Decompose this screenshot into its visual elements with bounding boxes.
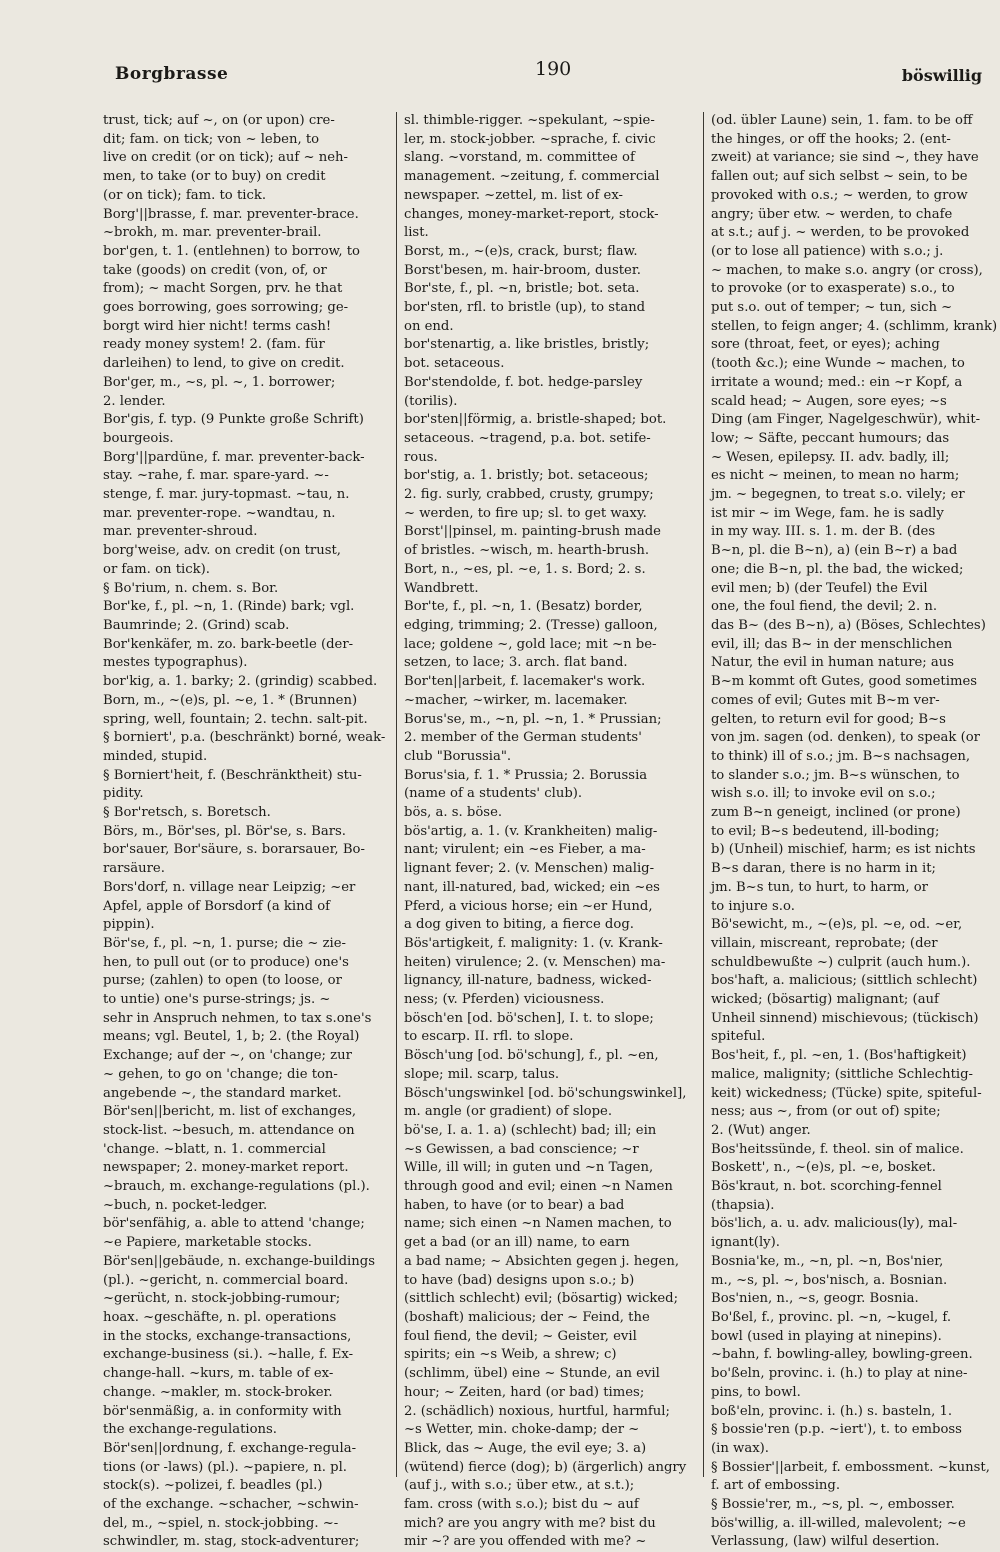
entry-line: § Borniert'heit, f. (Beschränktheit) stu- xyxy=(103,767,362,783)
entry-line: Boskett', n., ~(e)s, pl. ~e, bosket. xyxy=(711,1160,936,1176)
entry-line: das B~ (des B~n), a) (Böses, Schlechtes) xyxy=(711,617,986,633)
entry-line: Bör'sen||ordnung, f. exchange-regula- xyxy=(103,1440,357,1456)
entry-line: to provoke (or to exasperate) s.o., to xyxy=(711,281,955,297)
entry-line: rarsäure. xyxy=(103,861,165,877)
entry-line: lignancy, ill-nature, badness, wicked- xyxy=(404,973,652,989)
entry-line: from); ~ macht Sorgen, prv. he that xyxy=(103,281,343,297)
entry-line: spirits; ein ~s Weib, a shrew; c) xyxy=(404,1347,617,1363)
entry-line: 2. member of the German students' xyxy=(404,730,642,746)
entry-line: del, m., ~spiel, n. stock-jobbing. ~- xyxy=(103,1515,339,1531)
entry-line: in the stocks, exchange-transactions, xyxy=(103,1328,352,1344)
left-running-headword: Borgbrasse xyxy=(115,64,229,84)
entry-line: Borg'||brasse, f. mar. preventer-brace. xyxy=(103,206,359,222)
entry-line: bor'kig, a. 1. barky; 2. (grindig) scabbed. xyxy=(103,674,378,690)
entry-line: 2. (Wut) anger. xyxy=(711,1122,811,1138)
entry-line: newspaper. ~zettel, m. list of ex- xyxy=(404,187,624,203)
entry-line: ~brokh, m. mar. preventer-brail. xyxy=(103,225,322,241)
entry-line: nant; virulent; ein ~es Fieber, a ma- xyxy=(404,842,646,858)
entry-line: mich? are you angry with me? bist du xyxy=(404,1515,656,1531)
entry-line: Bor'ke, f., pl. ~n, 1. (Rinde) bark; vgl. xyxy=(103,599,355,615)
entry-line: (in wax). xyxy=(711,1440,769,1456)
entry-line: angebende ~, the standard market. xyxy=(103,1085,342,1101)
entry-line: 2. (schädlich) noxious, hurtful, harmful; xyxy=(404,1403,670,1419)
entry-line: bö'se, I. a. 1. a) (schlecht) bad; ill; ein xyxy=(404,1122,657,1138)
entry-line: to injure s.o. xyxy=(711,898,795,914)
entry-line: ~ gehen, to go on 'change; die ton- xyxy=(103,1066,338,1082)
entry-line: angry; über etw. ~ werden, to chafe xyxy=(711,206,953,222)
page-header xyxy=(115,58,982,94)
entry-line: bor'gen, t. 1. (entlehnen) to borrow, to xyxy=(103,243,360,259)
entry-line: to slander s.o.; jm. B~s wünschen, to xyxy=(711,767,960,783)
entry-line: Bör'sen||bericht, m. list of exchanges, xyxy=(103,1104,357,1120)
entry-line: stock-list. ~besuch, m. attendance on xyxy=(103,1122,355,1138)
entry-line: club "Borussia". xyxy=(404,748,512,764)
entry-line: (pl.). ~gericht, n. commercial board. xyxy=(103,1272,349,1288)
entry-line: lignant fever; 2. (v. Menschen) malig- xyxy=(404,861,655,877)
entry-line: on end. xyxy=(404,318,454,334)
entry-line: pippin). xyxy=(103,917,155,933)
entry-line: Bor'ten||arbeit, f. lacemaker's work. xyxy=(404,674,646,690)
entry-line: § bossie'ren (p.p. ~iert'), t. to emboss xyxy=(711,1422,962,1438)
entry-line: ~s Wetter, min. choke-damp; der ~ xyxy=(404,1422,640,1438)
dictionary-column-3 xyxy=(711,112,1000,1552)
entry-line: Bor'kenkäfer, m. zo. bark-beetle (der- xyxy=(103,636,354,652)
entry-line: edging, trimming; 2. (Tresse) galloon, xyxy=(404,617,658,633)
entry-line: slang. ~vorstand, m. committee of xyxy=(404,150,635,166)
entry-line: hoax. ~geschäfte, n. pl. operations xyxy=(103,1310,337,1325)
entry-line: Bo'ßel, f., provinc. pl. ~n, ~kugel, f. xyxy=(711,1310,952,1325)
entry-line: villain, miscreant, reprobate; (der xyxy=(711,935,938,951)
entry-line: through good and evil; einen ~n Namen xyxy=(404,1179,673,1195)
entry-line: minded, stupid. xyxy=(103,748,208,764)
entry-line: stock(s). ~polizei, f. beadles (pl.) xyxy=(103,1478,323,1494)
entry-line: (or to lose all patience) with s.o.; j. xyxy=(711,243,944,259)
entry-line: setzen, to lace; 3. arch. flat band. xyxy=(404,655,628,671)
entry-line: management. ~zeitung, f. commercial xyxy=(404,169,660,185)
entry-line: bor'stig, a. 1. bristly; bot. setaceous; xyxy=(404,468,649,484)
entry-line: slope; mil. scarp, talus. xyxy=(404,1066,560,1082)
entry-line: comes of evil; Gutes mit B~m ver- xyxy=(711,692,940,708)
entry-line: evil, ill; das B~ in der menschlichen xyxy=(711,636,953,652)
entry-line: Wandbrett. xyxy=(404,580,479,596)
entry-line: low; ~ Säfte, peccant humours; das xyxy=(711,430,950,446)
entry-line: (wütend) fierce (dog); b) (ärgerlich) angry xyxy=(404,1459,687,1475)
entry-line: trust, tick; auf ~, on (or upon) cre- xyxy=(103,113,335,128)
entry-line: m., ~s, pl. ~, bos'nisch, a. Bosnian. xyxy=(711,1272,948,1288)
entry-line: heiten) virulence; 2. (v. Menschen) ma- xyxy=(404,954,666,970)
entry-line: jm. ~ begegnen, to treat s.o. vilely; er xyxy=(711,487,965,503)
entry-line: boß'eln, provinc. i. (h.) s. basteln, 1. xyxy=(711,1403,953,1419)
entry-line: Bö'sewicht, m., ~(e)s, pl. ~e, od. ~er, xyxy=(711,917,963,933)
entry-line: B~n, pl. die B~n), a) (ein B~r) a bad xyxy=(711,543,958,559)
entry-line: Bör'sen||gebäude, n. exchange-buildings xyxy=(103,1253,375,1269)
entry-line: in my way. III. s. 1. m. der B. (des xyxy=(711,524,936,540)
entry-line: sehr in Anspruch nehmen, to tax s.one's xyxy=(103,1010,372,1026)
entry-line: (sittlich schlecht) evil; (bösartig) wicked; xyxy=(404,1291,679,1307)
entry-line: ~e Papiere, marketable stocks. xyxy=(103,1235,312,1251)
entry-line: Bös'kraut, n. bot. scorching-fennel xyxy=(711,1179,942,1195)
entry-line: name; sich einen ~n Namen machen, to xyxy=(404,1216,672,1232)
entry-line: bourgeois. xyxy=(103,430,174,446)
entry-line: ~ Wesen, epilepsy. II. adv. badly, ill; xyxy=(711,449,950,465)
entry-line: list. xyxy=(404,225,429,241)
entry-line: ness; aus ~, from (or out of) spite; xyxy=(711,1104,941,1120)
entry-line: ~s Gewissen, a bad conscience; ~r xyxy=(404,1141,639,1157)
entry-line: jm. B~s tun, to hurt, to harm, or xyxy=(711,879,928,895)
entry-line: zweit) at variance; sie sind ~, they have xyxy=(711,150,979,166)
entry-line: Borus'se, m., ~n, pl. ~n, 1. * Prussian; xyxy=(404,711,662,727)
column-divider xyxy=(703,112,704,1477)
entry-line: schwindler, m. stag, stock-adventurer; xyxy=(103,1534,360,1550)
entry-line: changes, money-market-report, stock- xyxy=(404,206,659,222)
dictionary-column-2 xyxy=(404,112,694,1552)
entry-line: change. ~makler, m. stock-broker. xyxy=(103,1384,333,1400)
entry-line: ~brauch, m. exchange-regulations (pl.). xyxy=(103,1179,370,1195)
entry-line: hour; ~ Zeiten, hard (or bad) times; xyxy=(404,1384,645,1400)
entry-line: 'change. ~blatt, n. 1. commercial xyxy=(103,1141,326,1157)
entry-line: bos'haft, a. malicious; (sittlich schlecht) xyxy=(711,973,978,989)
entry-line: newspaper; 2. money-market report. xyxy=(103,1160,349,1176)
entry-line: Ding (am Finger, Nagelgeschwür), whit- xyxy=(711,412,981,428)
entry-line: one, the foul fiend, the devil; 2. n. xyxy=(711,599,938,615)
entry-line: ignant(ly). xyxy=(711,1235,780,1251)
entry-line: ness; (v. Pferden) viciousness. xyxy=(404,992,605,1008)
entry-line: bös, a. s. böse. xyxy=(404,805,503,821)
entry-line: (schlimm, übel) eine ~ Stunde, an evil xyxy=(404,1366,660,1382)
entry-line: darleihen) to lend, to give on credit. xyxy=(103,356,345,372)
entry-line: to escarp. II. rfl. to slope. xyxy=(404,1029,574,1045)
entry-line: borg'weise, adv. on credit (on trust, xyxy=(103,543,341,559)
entry-line: borgt wird hier nicht! terms cash! xyxy=(103,318,332,334)
entry-line: Bör'se, f., pl. ~n, 1. purse; die ~ zie- xyxy=(103,935,347,951)
entry-line: or fam. on tick). xyxy=(103,561,210,577)
entry-line: Borst'besen, m. hair-broom, duster. xyxy=(404,262,641,278)
entry-line: of bristles. ~wisch, m. hearth-brush. xyxy=(404,543,650,559)
entry-line: evil men; b) (der Teufel) the Evil xyxy=(711,580,928,596)
entry-line: f. art of embossing. xyxy=(711,1478,841,1494)
entry-line: change-hall. ~kurs, m. table of ex- xyxy=(103,1366,334,1382)
entry-line: § Bor'retsch, s. Boretsch. xyxy=(103,805,271,821)
entry-line: B~m kommt oft Gutes, good sometimes xyxy=(711,674,978,690)
entry-line: keit) wickedness; (Tücke) spite, spiteful- xyxy=(711,1085,982,1101)
column-divider xyxy=(396,112,397,1477)
entry-line: scald head; ~ Augen, sore eyes; ~s xyxy=(711,393,947,409)
entry-line: Natur, the evil in human nature; aus xyxy=(711,655,955,671)
entry-line: mestes typographus). xyxy=(103,655,248,671)
entry-line: Unheil sinnend) mischievous; (tückisch) xyxy=(711,1010,979,1026)
entry-line: bör'senfähig, a. able to attend 'change; xyxy=(103,1216,365,1232)
entry-line: haben, to have (or to bear) a bad xyxy=(404,1197,625,1213)
entry-line: Bösch'ungswinkel [od. bö'schungswinkel], xyxy=(404,1085,687,1101)
dictionary-column-1 xyxy=(103,112,393,1552)
entry-line: means; vgl. Beutel, 1, b; 2. (the Royal) xyxy=(103,1029,360,1045)
entry-line: (name of a students' club). xyxy=(404,786,583,802)
entry-line: Bös'artigkeit, f. malignity: 1. (v. Krank- xyxy=(404,935,663,951)
entry-line: stay. ~rahe, f. mar. spare-yard. ~- xyxy=(103,468,329,484)
entry-line: 2. lender. xyxy=(103,393,166,409)
entry-line: mar. preventer-rope. ~wandtau, n. xyxy=(103,505,336,521)
entry-line: ready money system! 2. (fam. für xyxy=(103,337,325,353)
entry-line: take (goods) on credit (von, of, or xyxy=(103,262,327,278)
entry-line: exchange-business (si.). ~halle, f. Ex- xyxy=(103,1347,354,1363)
entry-line: Exchange; auf der ~, on 'change; zur xyxy=(103,1048,352,1064)
entry-line: B~s daran, there is no harm in it; xyxy=(711,861,936,877)
entry-line: rous. xyxy=(404,449,438,465)
entry-line: m. angle (or gradient) of slope. xyxy=(404,1104,613,1120)
entry-line: malice, malignity; (sittliche Schlechtig- xyxy=(711,1066,973,1082)
entry-line: Bos'nien, n., ~s, geogr. Bosnia. xyxy=(711,1291,919,1307)
entry-line: (od. übler Laune) sein, 1. fam. to be off xyxy=(711,113,973,128)
entry-line: (tooth &c.); eine Wunde ~ machen, to xyxy=(711,356,965,372)
entry-line: Bort, n., ~es, pl. ~e, 1. s. Bord; 2. s. xyxy=(404,561,646,577)
entry-line: to evil; B~s bedeutend, ill-boding; xyxy=(711,823,940,839)
entry-line: get a bad (or an ill) name, to earn xyxy=(404,1235,630,1251)
entry-line: bös'artig, a. 1. (v. Krankheiten) malig- xyxy=(404,823,658,839)
entry-line: fallen out; auf sich selbst ~ sein, to be xyxy=(711,169,968,185)
entry-line: tions (or -laws) (pl.). ~papiere, n. pl. xyxy=(103,1459,347,1475)
entry-line: (thapsia). xyxy=(711,1197,775,1213)
entry-line: mir ~? are you offended with me? ~ xyxy=(404,1534,647,1550)
entry-line: wish s.o. ill; to invoke evil on s.o.; xyxy=(711,786,936,802)
entry-line: Borus'sia, f. 1. * Prussia; 2. Borussia xyxy=(404,767,648,783)
entry-line: (boshaft) malicious; der ~ Feind, the xyxy=(404,1310,650,1325)
entry-line: ~ machen, to make s.o. angry (or cross), xyxy=(711,262,983,278)
entry-line: von jm. sagen (od. denken), to speak (or xyxy=(711,730,980,746)
entry-line: es nicht ~ meinen, to mean no harm; xyxy=(711,468,960,484)
entry-line: Born, m., ~(e)s, pl. ~e, 1. * (Brunnen) xyxy=(103,692,358,708)
entry-line: Bor'te, f., pl. ~n, 1. (Besatz) border, xyxy=(404,599,643,615)
entry-line: Bor'stendolde, f. bot. hedge-parsley xyxy=(404,374,643,390)
entry-line: irritate a wound; med.: ein ~r Kopf, a xyxy=(711,374,963,390)
entry-line: setaceous. ~tragend, p.a. bot. setife- xyxy=(404,430,651,446)
entry-line: Apfel, apple of Borsdorf (a kind of xyxy=(103,898,331,914)
entry-line: to untie) one's purse-strings; js. ~ xyxy=(103,992,331,1008)
entry-line: (torilis). xyxy=(404,393,458,409)
entry-line: bowl (used in playing at ninepins). xyxy=(711,1328,942,1344)
entry-line: Blick, das ~ Auge, the evil eye; 3. a) xyxy=(404,1440,647,1456)
entry-line: Baumrinde; 2. (Grind) scab. xyxy=(103,617,290,633)
entry-line: Bor'ste, f., pl. ~n, bristle; bot. seta. xyxy=(404,281,640,297)
entry-line: ~macher, ~wirker, m. lacemaker. xyxy=(404,692,628,708)
entry-line: Bos'heit, f., pl. ~en, 1. (Bos'haftigkeit) xyxy=(711,1048,967,1064)
entry-line: ~gerücht, n. stock-jobbing-rumour; xyxy=(103,1291,341,1307)
entry-line: ist mir ~ im Wege, fam. he is sadly xyxy=(711,505,944,521)
entry-line: ~buch, n. pocket-ledger. xyxy=(103,1197,268,1213)
entry-line: Bor'gis, f. typ. (9 Punkte große Schrift) xyxy=(103,412,364,428)
entry-line: gelten, to return evil for good; B~s xyxy=(711,711,946,727)
entry-line: ~ werden, to fire up; sl. to get waxy. xyxy=(404,505,647,521)
entry-line: pidity. xyxy=(103,786,144,802)
entry-line: bös'willig, a. ill-willed, malevolent; ~e xyxy=(711,1515,966,1531)
page-number: 190 xyxy=(535,58,572,80)
entry-line: a bad name; ~ Absichten gegen j. hegen, xyxy=(404,1253,680,1269)
entry-line: Borst'||pinsel, m. painting-brush made xyxy=(404,524,661,540)
entry-line: Bor'ger, m., ~s, pl. ~, 1. borrower; xyxy=(103,374,336,390)
entry-line: (auf j., with s.o.; über etw., at s.t.); xyxy=(404,1478,635,1494)
entry-line: bot. setaceous. xyxy=(404,356,505,372)
entry-line: foul fiend, the devil; ~ Geister, evil xyxy=(404,1328,637,1344)
entry-line: provoked with o.s.; ~ werden, to grow xyxy=(711,187,968,203)
entry-line: ~bahn, f. bowling-alley, bowling-green. xyxy=(711,1347,973,1363)
entry-line: put s.o. out of temper; ~ tun, sich ~ xyxy=(711,300,953,316)
entry-line: fam. cross (with s.o.); bist du ~ auf xyxy=(404,1497,639,1513)
entry-line: Wille, ill will; in guten und ~n Tagen, xyxy=(404,1160,654,1176)
entry-line: Bos'heitssünde, f. theol. sin of malice. xyxy=(711,1141,964,1157)
entry-line: the exchange-regulations. xyxy=(103,1422,278,1438)
entry-line: live on credit (or on tick); auf ~ neh- xyxy=(103,150,348,166)
entry-line: Pferd, a vicious horse; ein ~er Hund, xyxy=(404,898,653,914)
entry-line: goes borrowing, goes sorrowing; ge- xyxy=(103,300,349,316)
entry-line: spring, well, fountain; 2. techn. salt-pit. xyxy=(103,711,368,727)
entry-line: to have (bad) designs upon s.o.; b) xyxy=(404,1272,635,1288)
entry-line: mar. preventer-shroud. xyxy=(103,524,258,540)
entry-line: pins, to bowl. xyxy=(711,1384,801,1400)
entry-line: Bösch'ung [od. bö'schung], f., pl. ~en, xyxy=(404,1048,659,1064)
right-running-headword: böswillig xyxy=(901,66,982,85)
entry-line: sl. thimble-rigger. ~spekulant, ~spie- xyxy=(404,113,655,128)
entry-line: a dog given to biting, a fierce dog. xyxy=(404,917,634,933)
entry-line: bor'sten, rfl. to bristle (up), to stand xyxy=(404,300,646,316)
entry-line: nant, ill-natured, bad, wicked; ein ~es xyxy=(404,879,660,895)
entry-line: b) (Unheil) mischief, harm; es ist nichts xyxy=(711,842,976,858)
entry-line: spiteful. xyxy=(711,1029,766,1045)
entry-line: stenge, f. mar. jury-topmast. ~tau, n. xyxy=(103,487,350,503)
entry-line: men, to take (or to buy) on credit xyxy=(103,169,326,185)
entry-line: dit; fam. on tick; von ~ leben, to xyxy=(103,131,320,147)
entry-line: to think) ill of s.o.; jm. B~s nachsagen, xyxy=(711,748,971,764)
entry-line: bör'senmäßig, a. in conformity with xyxy=(103,1403,342,1419)
entry-line: the hinges, or off the hooks; 2. (ent- xyxy=(711,131,951,147)
entry-line: Bosnia'ke, m., ~n, pl. ~n, Bos'nier, xyxy=(711,1253,944,1269)
entry-line: (or on tick); fam. to tick. xyxy=(103,187,267,203)
entry-line: Borg'||pardüne, f. mar. preventer-back- xyxy=(103,449,365,465)
entry-line: ler, m. stock-jobber. ~sprache, f. civic xyxy=(404,131,656,147)
entry-line: § borniert', p.a. (beschränkt) borné, weak- xyxy=(103,730,386,746)
entry-line: purse; (zahlen) to open (to loose, or xyxy=(103,973,342,989)
entry-line: Bors'dorf, n. village near Leipzig; ~er xyxy=(103,879,356,895)
entry-line: bor'stenartig, a. like bristles, bristly; xyxy=(404,337,650,353)
entry-line: wicked; (bösartig) malignant; (auf xyxy=(711,992,939,1008)
entry-line: Borst, m., ~(e)s, crack, burst; flaw. xyxy=(404,243,638,259)
entry-line: one; die B~n, pl. the bad, the wicked; xyxy=(711,561,964,577)
entry-line: Börs, m., Bör'ses, pl. Bör'se, s. Bars. xyxy=(103,823,346,839)
entry-line: bor'sauer, Bor'säure, s. borarsauer, Bo- xyxy=(103,842,365,858)
entry-line: § Bossie'rer, m., ~s, pl. ~, embosser. xyxy=(711,1497,955,1513)
entry-line: 2. fig. surly, crabbed, crusty, grumpy; xyxy=(404,487,654,503)
entry-line: hen, to pull out (or to produce) one's xyxy=(103,954,349,970)
entry-line: of the exchange. ~schacher, ~schwin- xyxy=(103,1497,359,1513)
entry-line: bös'lich, a. u. adv. malicious(ly), mal- xyxy=(711,1216,958,1232)
entry-line: Verlassung, (law) wilful desertion. xyxy=(711,1534,940,1550)
entry-line: stellen, to feign anger; 4. (schlimm, krank) xyxy=(711,318,998,334)
entry-line: zum B~n geneigt, inclined (or prone) xyxy=(711,805,961,821)
entry-line: sore (throat, feet, or eyes); aching xyxy=(711,337,940,353)
entry-line: lace; goldene ~, gold lace; mit ~n be- xyxy=(404,636,657,652)
entry-line: bo'ßeln, provinc. i. (h.) to play at nine- xyxy=(711,1366,968,1382)
entry-line: bor'sten||förmig, a. bristle-shaped; bot. xyxy=(404,412,667,428)
entry-line: § Bo'rium, n. chem. s. Bor. xyxy=(103,580,279,596)
entry-line: bösch'en [od. bö'schen], I. t. to slope; xyxy=(404,1010,654,1026)
entry-line: § Bossier'||arbeit, f. embossment. ~kunst, xyxy=(711,1459,990,1475)
entry-line: schuldbewußte ~) culprit (auch hum.). xyxy=(711,954,971,970)
entry-line: at s.t.; auf j. ~ werden, to be provoked xyxy=(711,225,970,241)
